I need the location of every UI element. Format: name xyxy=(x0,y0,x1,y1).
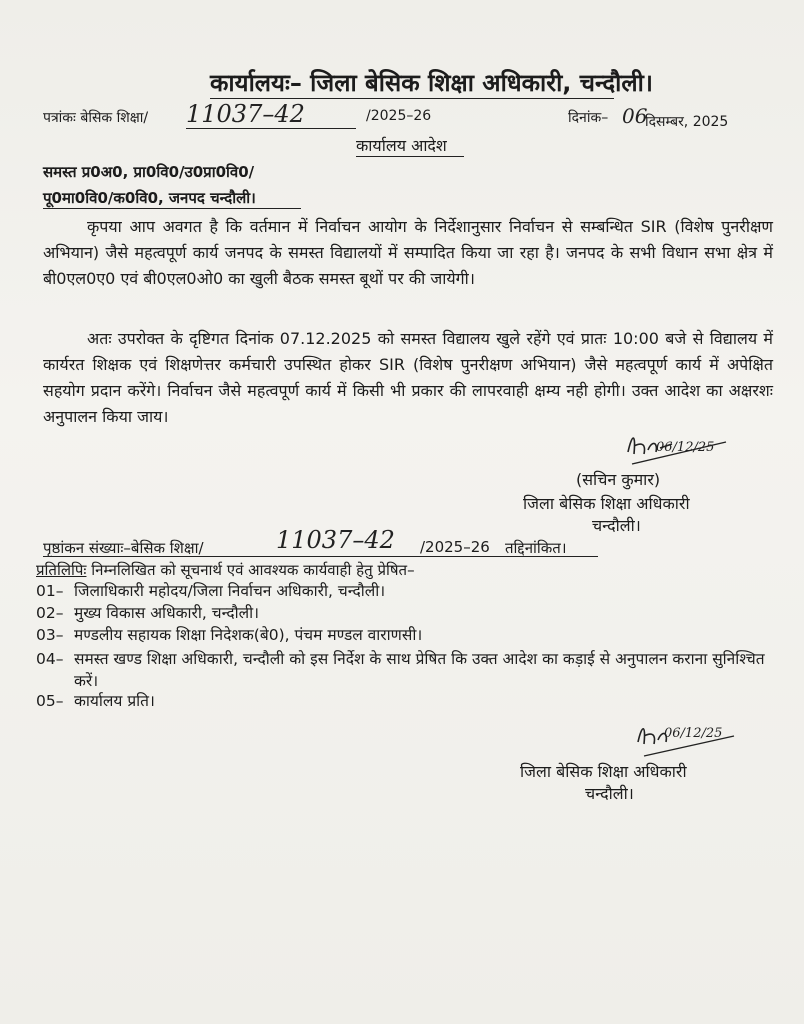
signatory-designation-2: जिला बेसिक शिक्षा अधिकारी xyxy=(520,762,687,781)
copy-heading xyxy=(36,560,415,580)
copy-item-text: समस्त खण्ड शिक्षा अधिकारी, चन्दौली को इस निर्देश के साथ प्रेषित कि उक्त आदेश का कड़ाई से अनुपालन कराना सुनिश्चित करें। xyxy=(74,650,765,690)
addressee-line-1: समस्त प्र0अ0, प्रा0वि0/उ0प्रा0वि0/ xyxy=(43,163,255,181)
title-underline xyxy=(210,98,614,99)
copy-item-text: मण्डलीय सहायक शिक्षा निदेशक(बे0), पंचम मण्डल वाराणसी। xyxy=(74,626,423,644)
endorsement-suffix: /2025–26 xyxy=(420,538,490,556)
date-month-year: दिसम्बर, 2025 xyxy=(645,114,729,130)
copy-item-number: 05– xyxy=(36,692,64,710)
copy-item-number: 04– xyxy=(36,650,64,668)
letter-number-suffix: /2025–26 xyxy=(366,108,432,124)
copy-item-number: 03– xyxy=(36,626,64,644)
body-paragraph-1-text: कृपया आप अवगत है कि वर्तमान में निर्वाचन आयोग के निर्देशानुसार निर्वाचन से सम्बन्धित SIR (विशेष पुनरीक्षण अभियान) जैसे महत्वपूर्ण कार्य जनपद के समस्त विद्यालयों में सम्पादित किया जा रहा है। जनपद के सभी विधान सभा क्षेत्र में बी0एल0ए0 एवं बी0एल0ओ0 का खुली बैठक समस्त बूथों पर की जायेगी। xyxy=(43,217,773,288)
office-title: कार्यालयः– जिला बेसिक शिक्षा अधिकारी, चन्दौली। xyxy=(210,69,653,97)
copy-item-5 xyxy=(36,690,784,712)
endorsement-label: पृष्ठांकन संख्याः–बेसिक शिक्षा/ xyxy=(43,539,204,557)
addressee-underline xyxy=(43,208,301,209)
letter-number-handwritten: 11037–42 xyxy=(186,100,305,128)
endorsement-dated: तद्दिनांकित। xyxy=(505,539,567,557)
signatory-name: (सचिन कुमार) xyxy=(576,470,661,489)
order-title: कार्यालय आदेश xyxy=(356,136,447,155)
signature-2-date: 06/12/25 xyxy=(664,726,723,741)
signatory-place-2: चन्दौली। xyxy=(585,784,634,803)
date-label: दिनांक– xyxy=(568,110,609,126)
copy-item-text: कार्यालय प्रति। xyxy=(74,692,155,710)
copy-item-text: मुख्य विकास अधिकारी, चन्दौली। xyxy=(74,604,260,622)
signatory-place-1: चन्दौली। xyxy=(592,516,641,535)
body-paragraph-2 xyxy=(43,326,773,430)
addressee-line-2: पू0मा0वि0/क0वि0, जनपद चन्दौली। xyxy=(43,189,256,207)
copy-item-2 xyxy=(36,602,784,624)
copy-item-1 xyxy=(36,580,784,602)
order-title-underline xyxy=(356,156,464,157)
body-paragraph-2-text: अतः उपरोक्त के दृष्टिगत दिनांक 07.12.2025 को समस्त विद्यालय खुले रहेंगे एवं प्रातः 10:00 बजे से विद्यालय में कार्यरत शिक्षक एवं शिक्षणेत्तर कर्मचारी उपस्थित होकर SIR (विशेष पुनरीक्षण अभियान) जैसे महत्वपूर्ण कार्य में अपेक्षित सहयोग प्रदान करेंगे। निर्वाचन जैसे महत्वपूर्ण कार्य में किसी भी प्रकार की लापरवाही क्षम्य नही होगी। उक्त आदेश का अक्षरशः अनुपालन किया जाय। xyxy=(43,329,773,426)
copy-item-text: जिलाधिकारी महोदय/जिला निर्वाचन अधिकारी, चन्दौली। xyxy=(74,582,386,600)
date-day-handwritten: 06 xyxy=(622,104,648,128)
signatory-designation-1: जिला बेसिक शिक्षा अधिकारी xyxy=(523,494,690,513)
letter-number-underline xyxy=(186,128,356,129)
copy-heading-text: निम्नलिखित को सूचनार्थ एवं आवश्यक कार्यवाही हेतु प्रेषित– xyxy=(91,561,415,579)
letter-number-label: पत्रांकः बेसिक शिक्षा/ xyxy=(43,110,149,126)
copy-item-4 xyxy=(36,648,784,692)
copy-heading-label: प्रतिलिपिः xyxy=(36,561,87,579)
copy-item-number: 02– xyxy=(36,604,64,622)
copy-item-3 xyxy=(36,624,784,646)
endorsement-number-handwritten: 11037–42 xyxy=(276,526,395,554)
body-paragraph-1 xyxy=(43,214,773,292)
signature-1-date: 06/12/25 xyxy=(656,440,715,455)
copy-item-number: 01– xyxy=(36,582,64,600)
